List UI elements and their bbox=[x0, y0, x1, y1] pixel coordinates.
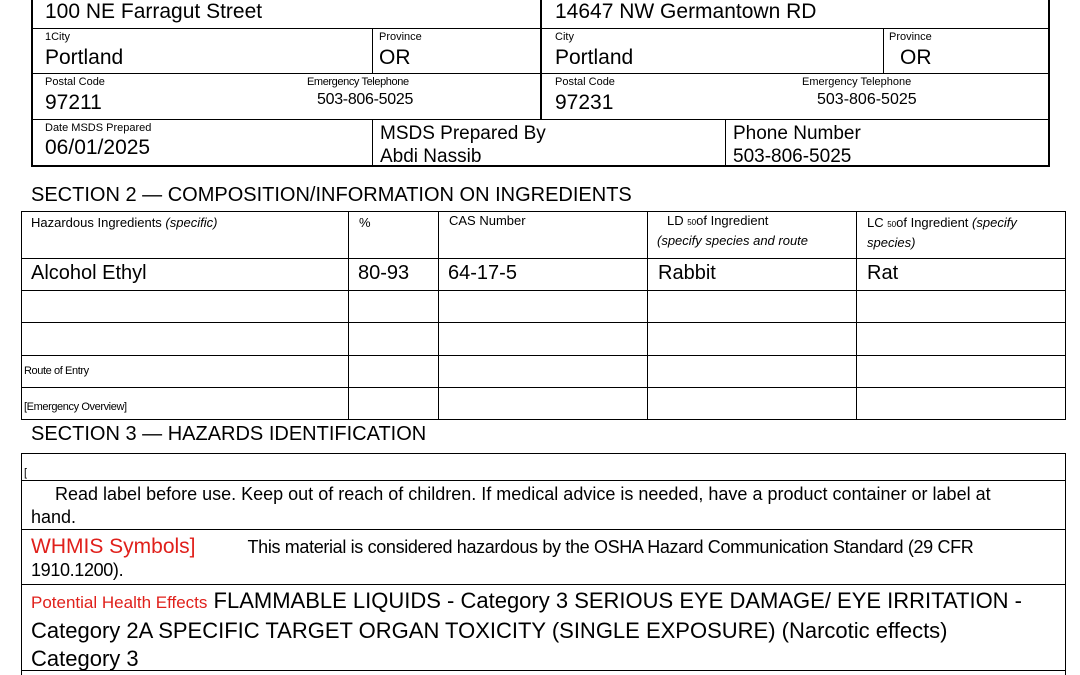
precaution-statement: Read label before use. Keep out of reach of children. If medical advice is needed, have a product container or label at hand. bbox=[31, 484, 991, 527]
ingredient-percent: 80-93 bbox=[358, 262, 410, 284]
manufacturer-postal: 97211 bbox=[45, 91, 102, 114]
table-column-divider bbox=[856, 211, 857, 420]
ingredient-name: Alcohol Ethyl bbox=[31, 262, 147, 284]
section-2-title: SECTION 2 — COMPOSITION/INFORMATION ON INGREDIENTS bbox=[31, 184, 632, 206]
date-prepared: 06/01/2025 bbox=[45, 136, 151, 159]
manufacturer-province-label: Province bbox=[379, 31, 422, 43]
section-3-title: SECTION 3 — HAZARDS IDENTIFICATION bbox=[31, 423, 427, 445]
whmis-symbols-label: WHMIS Symbols] bbox=[31, 535, 196, 558]
hazards-bracket: [ bbox=[24, 467, 27, 479]
column-divider bbox=[372, 119, 373, 166]
row-divider bbox=[33, 119, 1048, 120]
prepared-by-label: MSDS Prepared By bbox=[380, 123, 546, 144]
ingredient-lc50: Rat bbox=[867, 262, 899, 284]
table-row-divider bbox=[21, 290, 1066, 291]
phone-number: 503-806-5025 bbox=[733, 146, 852, 167]
hazards-row-divider bbox=[21, 529, 1066, 530]
column-divider bbox=[883, 28, 884, 73]
column-divider bbox=[725, 119, 726, 166]
date-prepared-label: Date MSDS Prepared bbox=[45, 122, 152, 134]
potential-health-effects-label: Potential Health Effects bbox=[31, 593, 208, 612]
header-hazardous-ingredients: Hazardous Ingredients (specific) bbox=[31, 215, 218, 230]
table-column-divider bbox=[438, 211, 439, 420]
supplier-city: Portland bbox=[555, 46, 634, 69]
prepared-by: Abdi Nassib bbox=[380, 146, 482, 167]
supplier-emergency-label: Emergency Telephone bbox=[802, 76, 912, 88]
hazards-right-border bbox=[1065, 453, 1066, 675]
hazards-row-divider bbox=[21, 584, 1066, 585]
row-divider bbox=[33, 28, 1048, 29]
manufacturer-address: 100 NE Farragut Street bbox=[45, 0, 263, 23]
column-divider bbox=[372, 28, 373, 73]
supplier-province-label: Province bbox=[889, 31, 932, 43]
ingredient-cas: 64-17-5 bbox=[448, 262, 517, 284]
supplier-city-label: City bbox=[555, 31, 574, 43]
emergency-overview-label: [Emergency Overview] bbox=[24, 401, 127, 413]
manufacturer-emergency-label: Emergency Telephone bbox=[307, 76, 409, 88]
column-divider bbox=[540, 0, 542, 119]
table-row-divider bbox=[21, 387, 1066, 388]
hazards-row-divider bbox=[21, 453, 1066, 454]
supplier-postal-label: Postal Code bbox=[555, 76, 615, 88]
hazards-row-divider bbox=[21, 480, 1066, 481]
route-of-entry-label: Route of Entry bbox=[24, 365, 89, 377]
manufacturer-province: OR bbox=[379, 46, 411, 69]
manufacturer-postal-label: Postal Code bbox=[45, 76, 105, 88]
supplier-address: 14647 NW Germantown RD bbox=[555, 0, 817, 23]
header-cas-number: CAS Number bbox=[449, 213, 526, 228]
manufacturer-city: Portland bbox=[45, 46, 124, 69]
row-divider bbox=[33, 73, 1048, 74]
supplier-emergency: 503-806-5025 bbox=[817, 91, 917, 108]
manufacturer-emergency: 503-806-5025 bbox=[317, 91, 414, 108]
manufacturer-city-label: 1City bbox=[45, 31, 71, 43]
whmis-text: This material is considered hazardous by the OSHA Hazard Communication Standard (29 CFR 1910.1200). bbox=[31, 537, 974, 580]
table-column-divider bbox=[348, 211, 349, 420]
header-ld50: LD 50of Ingredient (specify species and route bbox=[657, 213, 809, 248]
whmis-row bbox=[31, 535, 1061, 582]
table-row-divider bbox=[21, 355, 1066, 356]
phone-number-label: Phone Number bbox=[733, 123, 861, 144]
header-percent: % bbox=[359, 215, 371, 230]
supplier-province: OR bbox=[900, 46, 932, 69]
header-lc50: LC 50of Ingredient (specify species) bbox=[867, 215, 1017, 250]
table-row-divider bbox=[21, 322, 1066, 323]
ingredient-ld50: Rabbit bbox=[658, 262, 716, 284]
table-column-divider bbox=[647, 211, 648, 420]
table-row-divider bbox=[21, 258, 1066, 259]
hazards-left-border bbox=[21, 453, 22, 675]
health-effects-row bbox=[31, 587, 1031, 673]
supplier-postal: 97231 bbox=[555, 91, 614, 114]
health-effects-text: FLAMMABLE LIQUIDS - Category 3 SERIOUS EYE DAMAGE/ EYE IRRITATION - Category 2A SPECIFIC TARGET ORGAN TOXICITY (SINGLE EXPOSURE) (Narcotic effects) Category 3 bbox=[31, 588, 1023, 671]
